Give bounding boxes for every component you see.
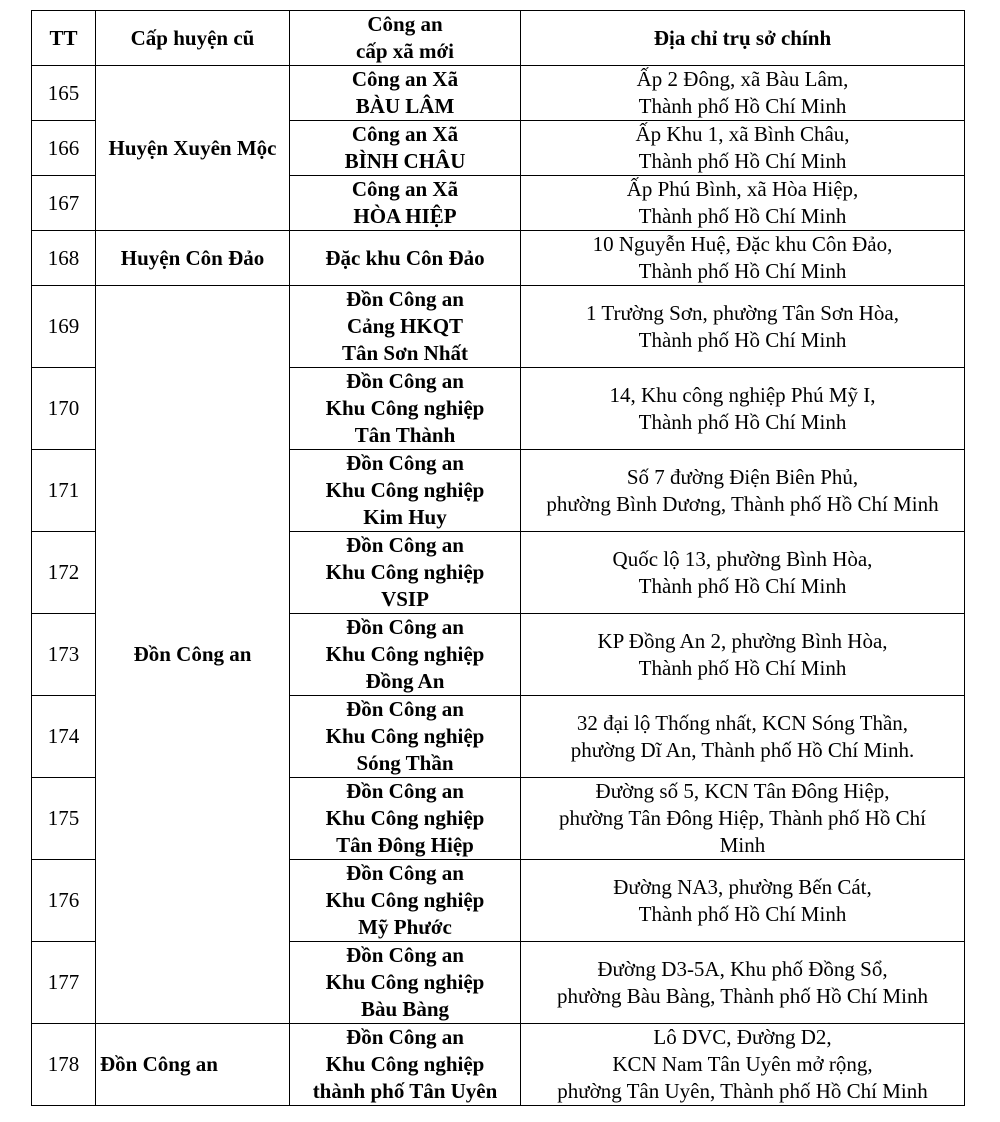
row-address	[521, 614, 965, 696]
new-unit-line: VSIP	[381, 587, 429, 611]
row-tt: 166	[32, 121, 96, 176]
row-tt: 178	[32, 1024, 96, 1106]
new-unit-line: Khu Công nghiệp	[325, 560, 485, 584]
new-unit-line: Bàu Bàng	[360, 997, 450, 1021]
new-unit-line: Đồn Công an	[346, 1025, 464, 1049]
new-unit-line: Khu Công nghiệp	[325, 642, 485, 666]
header-district: Cấp huyện cũ	[96, 11, 290, 66]
row-address	[521, 860, 965, 942]
row-tt: 171	[32, 450, 96, 532]
new-unit-line: Khu Công nghiệp	[325, 396, 485, 420]
new-unit-line: Đồn Công an	[346, 943, 464, 967]
address-line: Ấp Khu 1, xã Bình Châu,	[635, 122, 850, 146]
address-line: 10 Nguyễn Huệ, Đặc khu Côn Đảo,	[592, 232, 893, 256]
address-line: phường Tân Uyên, Thành phố Hồ Chí Minh	[557, 1079, 928, 1103]
new-unit-line: Đồn Công an	[346, 369, 464, 393]
address-line: Ấp 2 Đông, xã Bàu Lâm,	[636, 67, 849, 91]
row-new-unit	[290, 66, 521, 121]
row-tt: 176	[32, 860, 96, 942]
row-address	[521, 286, 965, 368]
address-line: KCN Nam Tân Uyên mở rộng,	[612, 1052, 873, 1076]
table-body	[32, 66, 965, 1106]
new-unit-line: HÒA HIỆP	[353, 204, 457, 228]
row-new-unit	[290, 450, 521, 532]
row-new-unit	[290, 1024, 521, 1106]
address-line: Minh	[719, 833, 766, 857]
table-row	[32, 66, 965, 121]
district-con-dao: Huyện Côn Đảo	[96, 231, 290, 286]
row-address	[521, 1024, 965, 1106]
row-address	[521, 66, 965, 121]
row-tt: 175	[32, 778, 96, 860]
new-unit-line: Đồn Công an	[346, 451, 464, 475]
row-new-unit	[290, 942, 521, 1024]
row-address	[521, 368, 965, 450]
row-tt: 172	[32, 532, 96, 614]
new-unit-line: Đồng An	[365, 669, 445, 693]
new-unit-line: BÌNH CHÂU	[344, 149, 466, 173]
row-new-unit	[290, 121, 521, 176]
address-line: Thành phố Hồ Chí Minh	[638, 901, 847, 926]
new-unit-line: Đồn Công an	[346, 533, 464, 557]
new-unit-line: Khu Công nghiệp	[325, 806, 485, 830]
row-tt: 173	[32, 614, 96, 696]
new-unit-line: Khu Công nghiệp	[325, 478, 485, 502]
new-unit-line: BÀU LÂM	[355, 94, 455, 118]
row-address	[521, 696, 965, 778]
address-line: Đường D3-5A, Khu phố Đồng Sổ,	[597, 956, 888, 981]
row-tt: 170	[32, 368, 96, 450]
new-unit-line: Công an Xã	[351, 67, 459, 91]
row-new-unit	[290, 696, 521, 778]
address-line: Thành phố Hồ Chí Minh	[638, 204, 847, 228]
address-line: phường Dĩ An, Thành phố Hồ Chí Minh.	[570, 737, 915, 762]
new-unit-line: Khu Công nghiệp	[325, 970, 485, 994]
table-row	[32, 1024, 965, 1106]
row-tt: 165	[32, 66, 96, 121]
new-unit-line: Công an Xã	[351, 122, 459, 146]
district-don-cong-an: Đồn Công an	[96, 286, 290, 1024]
row-address	[521, 778, 965, 860]
address-line: Thành phố Hồ Chí Minh	[638, 94, 847, 118]
address-line: phường Bàu Bàng, Thành phố Hồ Chí Minh	[557, 983, 928, 1008]
row-tt: 177	[32, 942, 96, 1024]
new-unit-line: Khu Công nghiệp	[325, 1052, 485, 1076]
address-line: Thành phố Hồ Chí Minh	[638, 655, 847, 680]
address-line: KP Đồng An 2, phường Bình Hòa,	[597, 628, 888, 653]
new-unit-line: Đặc khu Côn Đảo	[325, 245, 485, 270]
address-line: phường Tân Đông Hiệp, Thành phố Hồ Chí	[558, 806, 927, 830]
new-unit-line: Đồn Công an	[346, 779, 464, 803]
address-line: phường Bình Dương, Thành phố Hồ Chí Minh	[546, 491, 939, 516]
header-new-unit-line2: cấp xã mới	[356, 39, 454, 63]
row-tt: 168	[32, 231, 96, 286]
address-line: 1 Trường Sơn, phường Tân Sơn Hòa,	[585, 300, 899, 325]
address-line: 14, Khu công nghiệp Phú Mỹ I,	[609, 382, 876, 407]
row-new-unit	[290, 231, 521, 286]
address-line: Ấp Phú Bình, xã Hòa Hiệp,	[626, 177, 859, 201]
new-unit-line: thành phố Tân Uyên	[312, 1079, 498, 1103]
new-unit-line: Khu Công nghiệp	[325, 724, 485, 748]
row-tt: 174	[32, 696, 96, 778]
row-address	[521, 532, 965, 614]
row-address	[521, 121, 965, 176]
row-new-unit	[290, 532, 521, 614]
address-line: Đường NA3, phường Bến Cát,	[613, 874, 872, 899]
new-unit-line: Mỹ Phước	[358, 915, 452, 939]
row-new-unit	[290, 176, 521, 231]
table-header-row	[32, 11, 965, 66]
new-unit-line: Đồn Công an	[346, 287, 464, 311]
new-unit-line: Sóng Thần	[356, 751, 454, 775]
new-unit-line: Kim Huy	[363, 505, 447, 529]
new-unit-line: Đồn Công an	[346, 615, 464, 639]
row-tt: 169	[32, 286, 96, 368]
row-new-unit	[290, 286, 521, 368]
row-address	[521, 942, 965, 1024]
police-units-table	[31, 10, 965, 1106]
header-new-unit-line1: Công an	[367, 12, 443, 36]
row-new-unit	[290, 614, 521, 696]
address-line: Thành phố Hồ Chí Minh	[638, 149, 847, 173]
header-new-unit	[290, 11, 521, 66]
address-line: Đường số 5, KCN Tân Đông Hiệp,	[595, 779, 890, 803]
row-new-unit	[290, 368, 521, 450]
row-address	[521, 450, 965, 532]
address-line: Thành phố Hồ Chí Minh	[638, 409, 847, 434]
address-line: Quốc lộ 13, phường Bình Hòa,	[612, 546, 873, 571]
address-line: Thành phố Hồ Chí Minh	[638, 573, 847, 598]
new-unit-line: Khu Công nghiệp	[325, 888, 485, 912]
table-row	[32, 286, 965, 368]
new-unit-line: Tân Sơn Nhất	[341, 341, 468, 365]
address-line: Lô DVC, Đường D2,	[653, 1025, 832, 1049]
address-line: Thành phố Hồ Chí Minh	[638, 259, 847, 283]
table-row	[32, 231, 965, 286]
new-unit-line: Đồn Công an	[346, 697, 464, 721]
new-unit-line: Đồn Công an	[346, 861, 464, 885]
header-tt: TT	[32, 11, 96, 66]
new-unit-line: Tân Đông Hiệp	[336, 833, 474, 857]
address-line: Số 7 đường Điện Biên Phủ,	[626, 464, 859, 489]
row-address	[521, 176, 965, 231]
new-unit-line: Tân Thành	[354, 423, 456, 447]
header-address: Địa chỉ trụ sở chính	[521, 11, 965, 66]
row-new-unit	[290, 778, 521, 860]
new-unit-line: Cảng HKQT	[346, 314, 464, 338]
address-line: Thành phố Hồ Chí Minh	[638, 327, 847, 352]
row-address	[521, 231, 965, 286]
district-don-cong-an-178: Đồn Công an	[96, 1024, 290, 1106]
new-unit-line: Công an Xã	[351, 177, 459, 201]
row-tt: 167	[32, 176, 96, 231]
row-new-unit	[290, 860, 521, 942]
address-line: 32 đại lộ Thống nhất, KCN Sóng Thần,	[576, 710, 909, 735]
district-xuyen-moc: Huyện Xuyên Mộc	[96, 66, 290, 231]
